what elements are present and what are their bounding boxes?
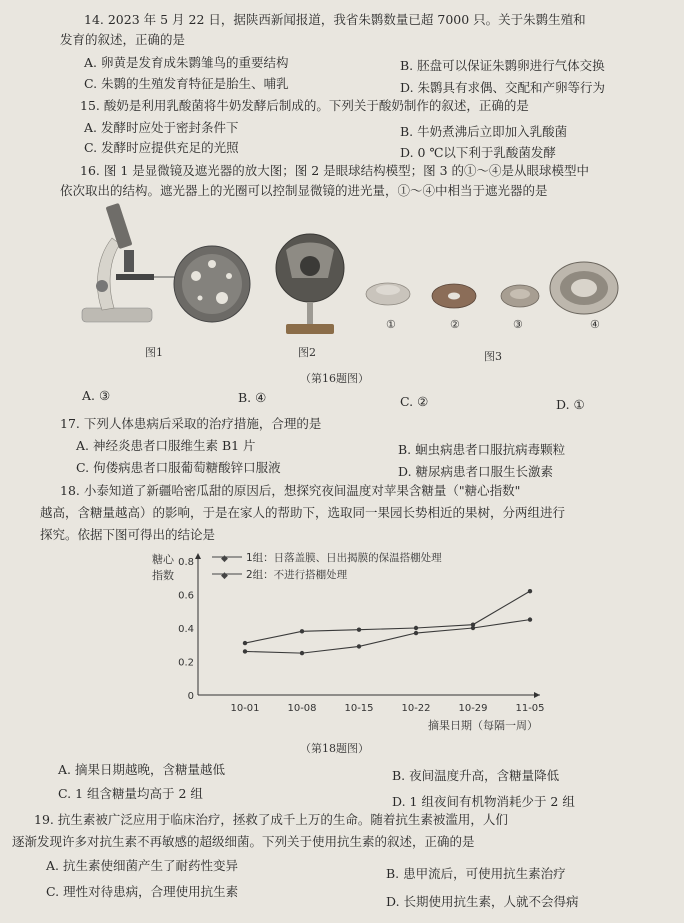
q14-option-c: C. 朱鹮的生殖发育特征是胎生、哺乳 [84, 76, 289, 91]
q17-option-c: C. 佝偻病患者口服葡萄糖酸锌口服液 [76, 460, 281, 475]
data-point-s2-2 [300, 651, 304, 655]
data-point-s1-2 [300, 629, 304, 633]
q15-stem: 15. 酸奶是利用乳酸菌将牛奶发酵后制成的。下列关于酸奶制作的叙述，正确的是 [80, 98, 529, 113]
q19-option-a: A. 抗生素使细菌产生了耐药性变异 [46, 858, 238, 873]
q16-figure-caption: （第16题图） [300, 372, 369, 385]
q18-figure-caption: （第18题图） [300, 742, 369, 755]
y-tick-label: 0.6 [178, 590, 194, 602]
figure1-microscope [72, 198, 262, 338]
q14-stem-line1: 14. 2023 年 5 月 22 日，据陕西新闻报道，我省朱鹮数量已超 7000 只。关于朱鹮生殖和 [84, 12, 586, 27]
q16-stem-line2: 依次取出的结构。遮光器上的光圈可以控制显微镜的进光量，①～④中相当于遮光器的是 [60, 183, 548, 198]
x-tick-label: 10-22 [401, 703, 431, 714]
q16-option-c: C. ② [400, 394, 429, 409]
q15-option-d: D. 0 ℃以下利于乳酸菌发酵 [400, 145, 556, 160]
q17-stem: 17. 下列人体患病后采取的治疗措施，合理的是 [60, 416, 322, 431]
y-axis-label-line2: 指数 [152, 569, 174, 582]
y-tick-label: 0.4 [178, 624, 194, 635]
legend-marker: ◆ [221, 571, 228, 581]
data-point-s1-6 [528, 589, 532, 593]
structure-2-pupil [448, 293, 460, 300]
x-axis-arrow [534, 692, 540, 698]
series-line-1 [245, 591, 530, 643]
y-axis-label-line1: 糖心 [152, 553, 174, 566]
data-point-s2-6 [528, 617, 532, 621]
q18-stem-line3: 探究。依据下图可得出的结论是 [40, 527, 216, 542]
q19-stem-line2: 逐渐发现许多对抗生素不再敏感的超级细菌。下列关于使用抗生素的叙述，正确的是 [12, 834, 475, 849]
fig3-caption: 图3 [484, 350, 502, 363]
q19-option-d: D. 长期使用抗生素，人就不会得病 [386, 894, 579, 909]
q14-option-a: A. 卵黄是发育成朱鹮雏鸟的重要结构 [84, 55, 289, 70]
x-tick-label: 10-08 [287, 703, 317, 714]
q14-stem-line2: 发育的叙述，正确的是 [60, 32, 186, 47]
q19-option-c: C. 理性对待患病，合理使用抗生素 [46, 884, 239, 899]
structure-1-highlight [376, 285, 400, 295]
q16-option-d: D. ① [556, 397, 585, 412]
microscope-objective [124, 250, 134, 272]
q19-option-b: B. 患甲流后，可使用抗生素治疗 [386, 866, 566, 881]
fig3-label-3: ③ [513, 318, 523, 331]
legend-entry: 1组：日落盖膜、日出揭膜的保温搭棚处理 [246, 552, 442, 564]
fig3-label-1: ① [386, 318, 396, 331]
x-axis-label: 摘果日期（每隔一周） [428, 719, 538, 732]
fig2-caption: 图2 [298, 346, 316, 359]
q15-option-a: A. 发酵时应处于密封条件下 [84, 120, 239, 135]
q14-option-b: B. 胚盘可以保证朱鹮卵进行气体交换 [400, 58, 605, 73]
model-stand-base [286, 324, 334, 334]
legend-marker: ◆ [221, 554, 228, 564]
y-tick-label: 0.2 [178, 657, 194, 669]
microscope-stage [116, 274, 154, 280]
figure3-eye-structures [360, 254, 622, 324]
microscope-focus-knob [96, 280, 108, 292]
q18-option-c: C. 1 组含糖量均高于 2 组 [58, 786, 203, 801]
q15-option-c: C. 发酵时应提供充足的光照 [84, 140, 239, 155]
y-tick-label: 0.8 [178, 557, 194, 568]
q17-option-b: B. 蛔虫病患者口服抗病毒颗粒 [398, 442, 566, 457]
data-point-s1-4 [414, 626, 418, 630]
fig3-label-2: ② [450, 318, 460, 331]
q18-option-b: B. 夜间温度升高，含糖量降低 [392, 768, 560, 783]
model-stand-pole [307, 302, 313, 324]
x-tick-label: 10-15 [344, 703, 374, 714]
q16-option-b: B. ④ [238, 390, 267, 405]
q16-stem-line1: 16. 图 1 是显微镜及遮光器的放大图；图 2 是眼球结构模型；图 3 的①～④是从眼球模型中 [80, 163, 590, 178]
q18-stem-line2: 越高，含糖量越高）的影响，于是在家人的帮助下，选取同一果园长势相近的果树，分两组进行 [40, 505, 566, 520]
figure2-eyeball-model [268, 228, 352, 340]
data-point-s2-1 [243, 649, 247, 653]
aperture-4 [216, 292, 228, 304]
sugar-index-line-chart [150, 545, 550, 735]
x-tick-label: 11-05 [515, 703, 545, 714]
y-axis-arrow [195, 553, 201, 559]
x-tick-label: 10-29 [458, 703, 488, 714]
q15-option-b: B. 牛奶煮沸后立即加入乳酸菌 [400, 124, 568, 139]
data-point-s1-1 [243, 641, 247, 645]
microscope-base [82, 308, 152, 322]
legend-entry: 2组：不进行搭棚处理 [246, 569, 348, 581]
q18-option-d: D. 1 组夜间有机物消耗少于 2 组 [392, 794, 575, 809]
q16-option-a: A. ③ [82, 388, 111, 403]
data-point-s2-3 [357, 644, 361, 648]
y-tick-label: 0 [187, 691, 194, 702]
data-point-s1-3 [357, 627, 361, 631]
data-point-s2-5 [471, 626, 475, 630]
series-line-2 [245, 620, 530, 654]
data-point-s2-4 [414, 631, 418, 635]
aperture-5 [198, 296, 203, 301]
q17-option-d: D. 糖尿病患者口服生长激素 [398, 464, 554, 479]
q18-option-a: A. 摘果日期越晚，含糖量越低 [58, 762, 225, 777]
q17-option-a: A. 神经炎患者口服维生素 B1 片 [76, 438, 256, 453]
fig1-caption: 图1 [145, 346, 163, 359]
fig3-label-4: ④ [590, 318, 600, 331]
eyeball-lens [300, 256, 320, 276]
aperture-3 [226, 273, 232, 279]
x-tick-label: 10-01 [230, 703, 260, 714]
q19-stem-line1: 19. 抗生素被广泛应用于临床治疗，拯救了成千上万的生命。随着抗生素被滥用，人们 [34, 812, 508, 827]
structure-3-highlight [510, 289, 530, 299]
q14-option-d: D. 朱鹮具有求偶、交配和产卵等行为 [400, 80, 606, 95]
aperture-2 [208, 260, 216, 268]
structure-4-core [571, 279, 597, 297]
q18-stem-line1: 18. 小泰知道了新疆哈密瓜甜的原因后，想探究夜间温度对苹果含糖量（"糖心指数" [60, 483, 521, 498]
aperture-1 [191, 271, 201, 281]
